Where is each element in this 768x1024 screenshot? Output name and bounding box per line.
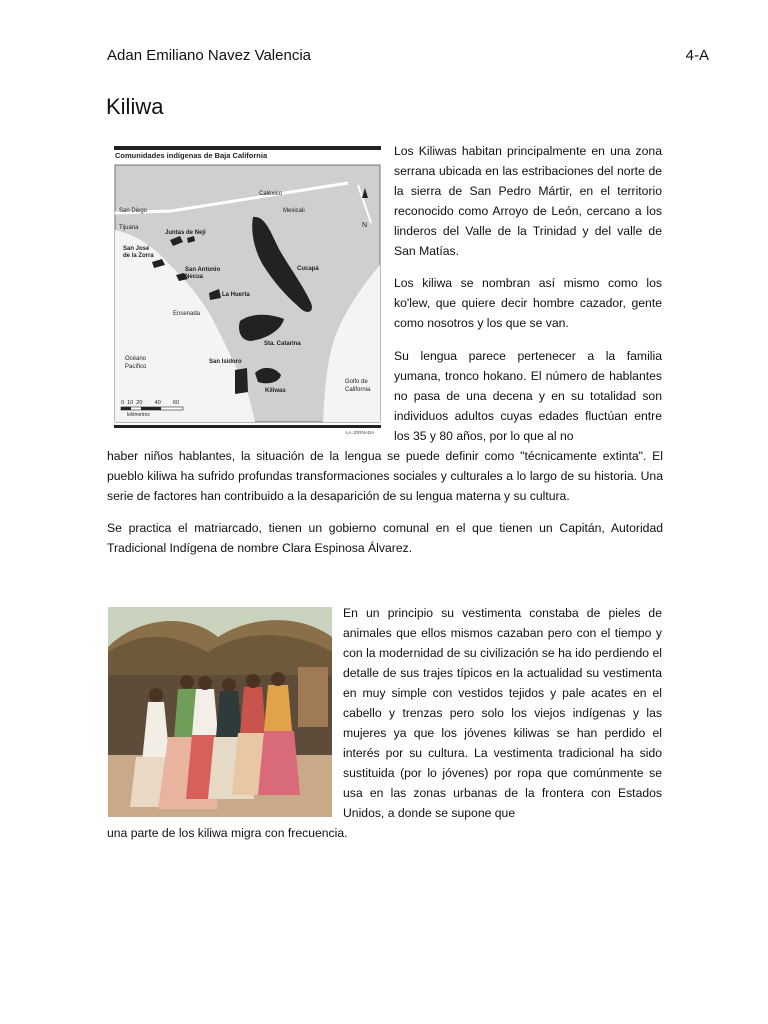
map-label-san-antonio: San Antonio	[185, 267, 221, 273]
svg-text:de la Zorra: de la Zorra	[123, 253, 154, 259]
paragraph-5a: En un principio su vestimenta constaba de pieles de animales que ellos mismos cazaban pero con el tiempo y con la modernidad de su civilización se ha ido perdiendo el detalle de sus trajes típicos en la actualidad su vestimenta en muy simple con vestidos tejidos y pale acates en el cabello y trenzas pero solo los viejos indígenas y las mujeres ya que los jóvenes kiliwas se han perdido el interés por su cultura. La vestimenta tradicional ha sido sustituida (por lo jóvenes) por ropa que comúnmente se usa en las zonas urbanas de la frontera con Estados Unidos, a donde se supone que	[343, 606, 662, 820]
map-label-san-diego: San Diego	[119, 208, 148, 214]
map-title: Comunidades indígenas de Baja California	[115, 151, 268, 160]
group-label: 4-A	[685, 47, 709, 64]
map-label-calexico: Caléxico	[259, 191, 283, 197]
map-label-kiliwas: Kiliwas	[265, 388, 286, 394]
paragraph-5b: una parte de los kiliwa migra con frecuencia.	[107, 826, 348, 840]
map-label-golfo: Golfo de	[345, 379, 368, 385]
map-figure	[113, 145, 383, 435]
page-title: Kiliwa	[106, 94, 164, 119]
map-credit: LA JORNADA	[346, 430, 375, 435]
map-label-tijuana: Tijuana	[119, 225, 139, 231]
map-label-mexicali: Mexicali	[283, 208, 305, 214]
map-label-san-isidoro: San Isidoro	[209, 359, 242, 365]
map-label-ensenada: Ensenada	[173, 311, 201, 317]
kiliwa-women-photo	[108, 607, 332, 817]
paragraph-4: Se practica el matriarcado, tienen un gobierno comunal en el que tienen un Capitán, Autoridad Tradicional Indígena de nombre Clara Espinosa Álvarez.	[107, 521, 663, 555]
svg-text:kilómetros: kilómetros	[127, 412, 150, 418]
paragraph-2: Los kiliwa se nombran así mismo como los ko'lew, que quiere decir hombre cazador, gente como nosotros y los que se van.	[394, 276, 662, 330]
map-north: N	[362, 222, 368, 229]
paragraph-3b: haber niños hablantes, la situación de la lengua se puede definir como "técnicamente extinta". El pueblo kiliwa ha sufrido profundas transformaciones sociales y culturales a lo largo de su historia. Una serie de factores han contribuido a la desaparición de su lengua materna y su cultura.	[107, 449, 663, 503]
author-name: Adan Emiliano Navez Valencia	[107, 47, 312, 64]
map-label-cucapa: Cucapá	[297, 266, 319, 272]
map-label-juntas: Juntas de Nejí	[165, 230, 206, 236]
map-label-oceano: Océano	[125, 356, 147, 362]
svg-text:Necua: Necua	[185, 274, 204, 280]
paragraph-1: Los Kiliwas habitan principalmente en una zona serrana ubicada en las estribaciones del norte de la sierra de San Pedro Mártir, en el territorio reconocido como Arroyo de León, cercano a los linderos del Valle de la Trinidad y del valle de San Matías.	[394, 144, 662, 258]
map-label-san-jose: San José	[123, 246, 150, 252]
map-label-la-huerta: La Huerta	[222, 292, 250, 298]
paragraph-3a: Su lengua parece pertenecer a la familia yumana, tronco hokano. El número de hablantes no pasa de una decena y en su totalidad son individuos adultos cuyas edades fluctúan entre los 35 y 80 años, por lo que al no	[394, 349, 662, 443]
svg-text:0 10 20 40 60: 0 10 20 40 60	[121, 400, 180, 406]
svg-text:Pacífico: Pacífico	[125, 364, 147, 370]
map-label-sta-catarina: Sta. Catarina	[264, 341, 301, 347]
svg-text:California: California	[345, 387, 371, 393]
